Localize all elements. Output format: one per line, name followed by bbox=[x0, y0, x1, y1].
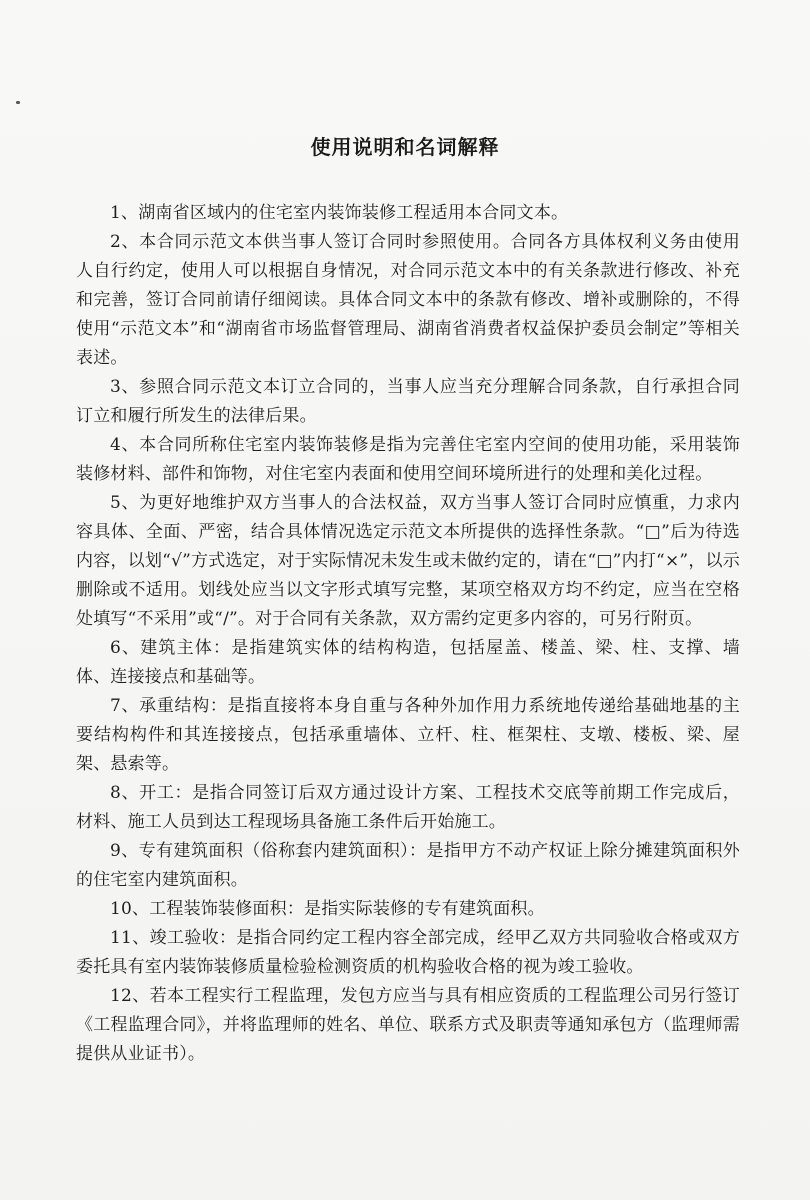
document-title: 使用说明和名词解释 bbox=[310, 135, 500, 159]
paragraph-5: 5、为更好地维护双方当事人的合法权益，双方当事人签订合同时应慎重，力求内容具体、全面、严密，结合具体情况选定示范文本所提供的选择性条款。“□”后为待选内容，以划“√”方式选定，对于实际情况未发生或未做约定的，请在“□”内打“×”，以示删除或不适用。划线处应当以文字形式填写完整，某项空格双方均不约定，应当在空格处填写“不采用”或“/”。对于合同有关条款，双方需约定更多内容的，可另行附页。 bbox=[76, 493, 740, 629]
document-body bbox=[76, 199, 740, 1069]
paragraph-1: 1、湖南省区域内的住宅室内装饰装修工程适用本合同文本。 bbox=[110, 203, 569, 223]
paragraph-2: 2、本合同示范文本供当事人签订合同时参照使用。合同各方具体权利义务由使用人自行约定，使用人可以根据自身情况，对合同示范文本中的有关条款进行修改、补充和完善，签订合同前请仔细阅读。具体合同文本中的条款有修改、增补或删除的，不得使用“示范文本”和“湖南省市场监督管理局、湖南省消费者权益保护委员会制定”等相关表述。 bbox=[76, 232, 740, 368]
paragraph-7: 7、承重结构：是指直接将本身自重与各种外加作用力系统地传递给基础地基的主要结构构件和其连接接点，包括承重墙体、立杆、柱、框架柱、支墩、楼板、梁、屋架、悬索等。 bbox=[76, 696, 740, 774]
paragraph-4: 4、本合同所称住宅室内装饰装修是指为完善住宅室内空间的使用功能，采用装饰装修材料、部件和饰物，对住宅室内表面和使用空间环境所进行的处理和美化过程。 bbox=[76, 435, 740, 484]
paragraph-12: 12、若本工程实行工程监理，发包方应当与具有相应资质的工程监理公司另行签订《工程监理合同》，并将监理师的姓名、单位、联系方式及职责等通知承包方（监理师需提供从业证书）。 bbox=[76, 986, 740, 1064]
paragraph-10: 10、工程装饰装修面积：是指实际装修的专有建筑面积。 bbox=[110, 899, 545, 919]
scan-speck bbox=[16, 101, 20, 104]
paragraph-9: 9、专有建筑面积（俗称套内建筑面积）：是指甲方不动产权证上除分摊建筑面积外的住宅室内建筑面积。 bbox=[76, 841, 740, 890]
paragraph-11: 11、竣工验收：是指合同约定工程内容全部完成，经甲乙双方共同验收合格或双方委托具有室内装饰装修质量检验检测资质的机构验收合格的视为竣工验收。 bbox=[76, 928, 740, 977]
paragraph-8: 8、开工：是指合同签订后双方通过设计方案、工程技术交底等前期工作完成后，材料、施工人员到达工程现场具备施工条件后开始施工。 bbox=[76, 783, 740, 832]
paragraph-3: 3、参照合同示范文本订立合同的，当事人应当充分理解合同条款，自行承担合同订立和履行所发生的法律后果。 bbox=[76, 377, 740, 426]
paragraph-6: 6、建筑主体：是指建筑实体的结构构造，包括屋盖、楼盖、梁、柱、支撑、墙体、连接接点和基础等。 bbox=[76, 638, 740, 687]
